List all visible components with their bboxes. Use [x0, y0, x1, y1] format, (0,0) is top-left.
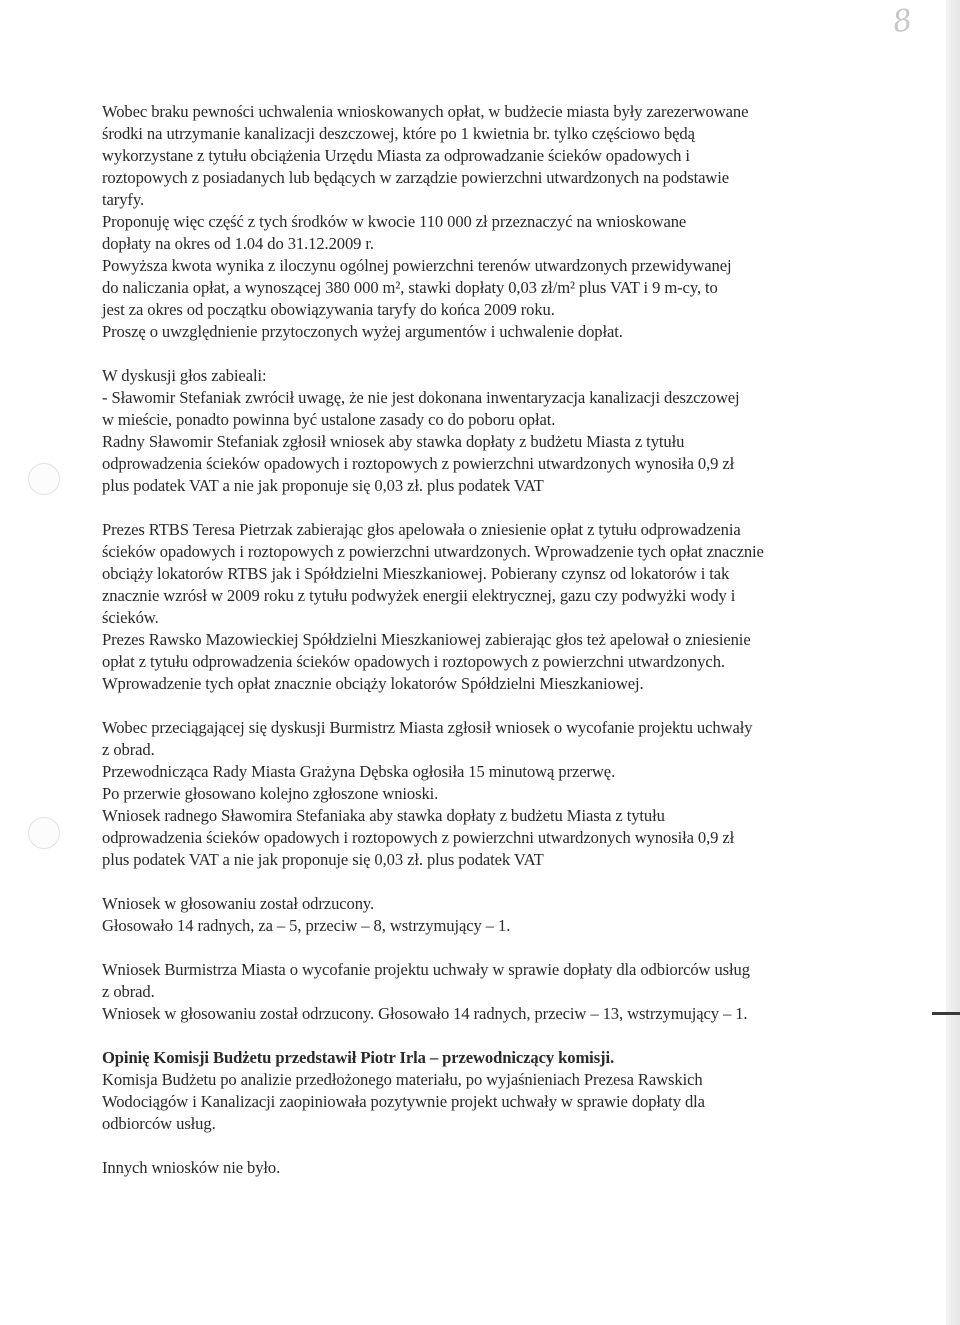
paragraph-budget-reserve: Wobec braku pewności uchwalenia wnioskowanych opłat, w budżecie miasta były zarezerwowane środki na utrzymanie kanalizacji deszczowej, które po 1 kwietnia br. tylko częściowo będą wykorzystane z tytułu obciążenia Urzędu Miasta za odprowadzanie ścieków opadowych i roztopowych z posiadanych lub będących w zarządzie powierzchni utwardzonych na podstawie taryfy.	[102, 102, 749, 209]
spacer	[102, 871, 862, 893]
spacer	[102, 497, 862, 519]
paragraph-mayor-withdrawal: Wniosek Burmistrza Miasta o wycofanie projektu uchwały w sprawie dopłaty dla odbiorców usług z obrad.	[102, 960, 750, 1001]
paragraph-committee-heading: Opinię Komisji Budżetu przedstawił Piotr Irla – przewodniczący komisji.	[102, 1048, 615, 1067]
spacer	[102, 343, 862, 365]
spacer	[102, 695, 862, 717]
paragraph-no-other-motions: Innych wniosków nie było.	[102, 1158, 281, 1177]
paragraph-rtbs-appeal: Prezes RTBS Teresa Pietrzak zabierając głos apelowała o zniesienie opłat z tytułu odprowadzenia ścieków opadowych i roztopowych z powierzchni utwardzonych. Wprowadzenie tych opłat znacznie obciąży lokatorów RTBS jak i Spółdzielni Mieszkaniowej. Pobierany czynsz od lokatorów i tak znacznie wzrósł w 2009 roku z tytułu podwyżek energii elektrycznej, gazu czy podwyżki wody i ścieków.	[102, 520, 764, 627]
document-body	[102, 101, 862, 1179]
paragraph-cooperative-appeal: Prezes Rawsko Mazowieckiej Spółdzielni Mieszkaniowej zabierając głos też apelował o zniesienie opłat z tytułu odprowadzenia ścieków opadowych i roztopowych z powierzchni utwardzonych. Wprowadzenie tych opłat znacznie obciąży lokatorów Spółdzielni Mieszkaniowej.	[102, 630, 751, 693]
punch-hole	[28, 463, 60, 495]
page-edge-shadow	[946, 0, 960, 1325]
paragraph-stefaniak-motion: Radny Sławomir Stefaniak zgłosił wniosek aby stawka dopłaty z budżetu Miasta z tytułu odprowadzenia ścieków opadowych i roztopowych z powierzchni utwardzonych wynosiła 0,9 zł plus podatek VAT a nie jak proponuje się 0,03 zł. plus podatek VAT	[102, 432, 735, 495]
paragraph-request: Proszę o uwzględnienie przytoczonych wyżej argumentów i uchwalenie dopłat.	[102, 322, 623, 341]
paragraph-discussion-intro: W dyskusji głos zabieali:	[102, 366, 267, 385]
paragraph-vote-result-1: Wniosek w głosowaniu został odrzucony.	[102, 894, 375, 913]
paragraph-vote-count-1: Głosowało 14 radnych, za – 5, przeciw – 8, wstrzymujący – 1.	[102, 916, 511, 935]
paragraph-proposal: Proponuję więc część z tych środków w kwocie 110 000 zł przeznaczyć na wnioskowane dopłaty na okres od 1.04 do 31.12.2009 r.	[102, 212, 687, 253]
punch-hole	[28, 817, 60, 849]
page-number: 8	[890, 2, 915, 41]
paragraph-stefaniak-remark: - Sławomir Stefaniak zwrócił uwagę, że nie jest dokonana inwentaryzacja kanalizacji deszczowej w mieście, ponadto powinna być ustalone zasady co do poboru opłat.	[102, 388, 740, 429]
spacer	[102, 937, 862, 959]
edge-mark	[932, 1012, 960, 1015]
paragraph-mayor-motion: Wobec przeciągającej się dyskusji Burmistrz Miasta zgłosił wniosek o wycofanie projektu uchwały z obrad.	[102, 718, 753, 759]
paragraph-break: Przewodnicząca Rady Miasta Grażyna Dębska ogłosiła 15 minutową przerwę.	[102, 762, 616, 781]
paragraph-motion-restated: Wniosek radnego Sławomira Stefaniaka aby stawka dopłaty z budżetu Miasta z tytułu odprowadzenia ścieków opadowych i roztopowych z powierzchni utwardzonych wynosiła 0,9 zł plus podatek VAT a nie jak proponuje się 0,03 zł. plus podatek VAT	[102, 806, 735, 869]
paragraph-voting-start: Po przerwie głosowano kolejno zgłoszone wnioski.	[102, 784, 439, 803]
spacer	[102, 1135, 862, 1157]
paragraph-committee-opinion: Komisja Budżetu po analizie przedłożonego materiału, po wyjaśnieniach Prezesa Rawskich Wodociągów i Kanalizacji zaopiniowała pozytywnie projekt uchwały w sprawie dopłaty dla odbiorców usług.	[102, 1070, 705, 1133]
paragraph-calculation: Powyższa kwota wynika z iloczynu ogólnej powierzchni terenów utwardzonych przewidywanej do naliczania opłat, a wynoszącej 380 000 m², stawki dopłaty 0,03 zł/m² plus VAT i 9 m-cy, to jest za okres od początku obowiązywania taryfy do końca 2009 roku.	[102, 256, 732, 319]
spacer	[102, 1025, 862, 1047]
paragraph-vote-result-2: Wniosek w głosowaniu został odrzucony. Głosowało 14 radnych, przeciw – 13, wstrzymujący – 1.	[102, 1004, 748, 1023]
